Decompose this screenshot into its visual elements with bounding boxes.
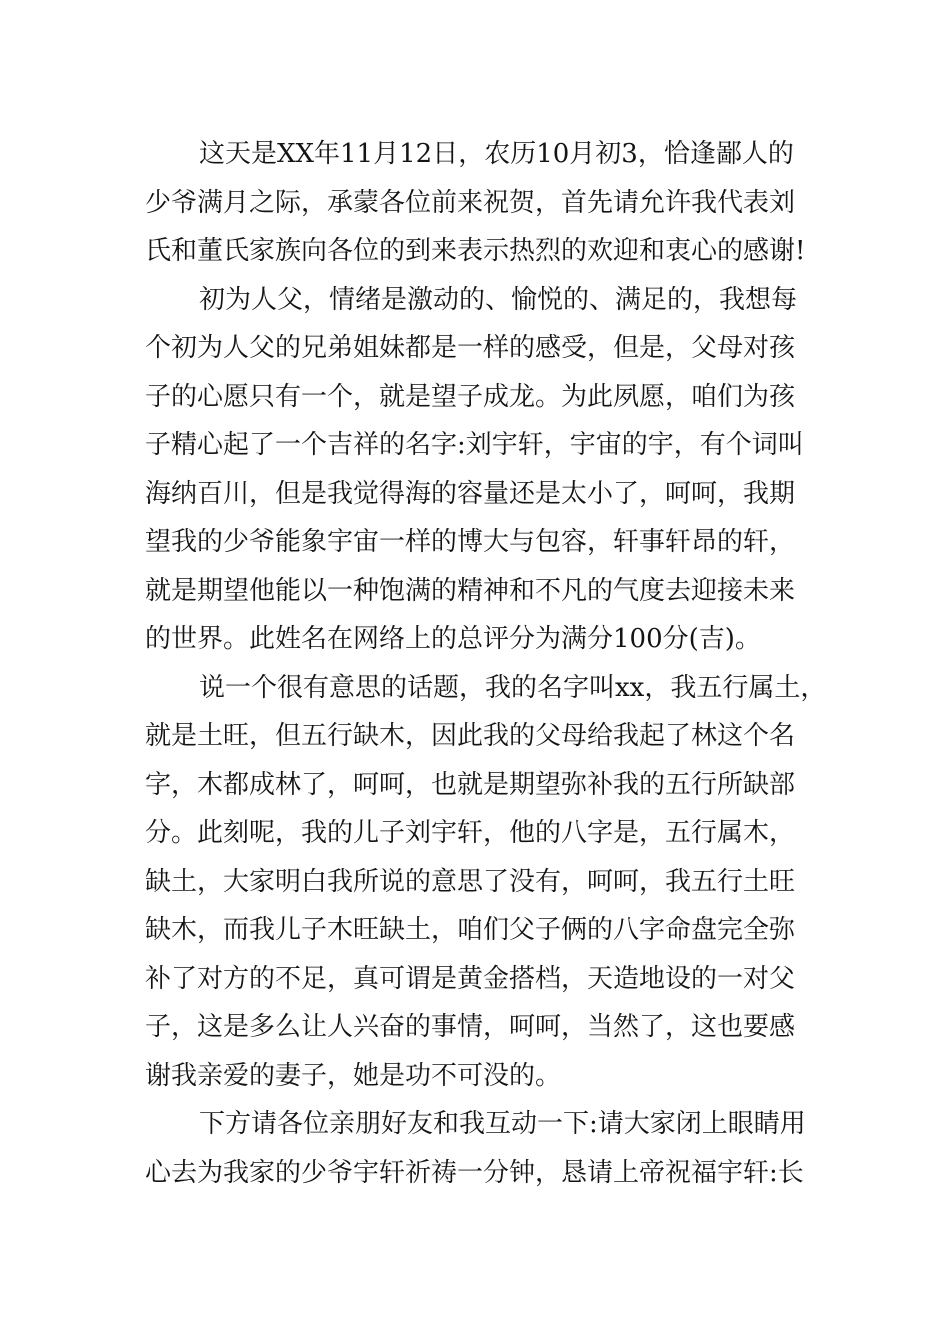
paragraph-4-line-2: 心去为我家的少爷宇轩祈祷一分钟，恳请上帝祝福宇轩:长 <box>145 1157 804 1188</box>
paragraph-3-line-1: 说一个很有意思的话题，我的名字叫xx，我五行属土， <box>199 672 827 703</box>
paragraph-2-line-5: 海纳百川，但是我觉得海的容量还是太小了，呵呵，我期 <box>145 478 796 509</box>
paragraph-2-line-3: 子的心愿只有一个，就是望子成龙。为此夙愿，咱们为孩 <box>145 381 796 412</box>
paragraph-2-line-7: 就是期望他能以一种饱满的精神和不凡的气度去迎接未来 <box>145 575 796 606</box>
paragraph-2-line-2: 个初为人父的兄弟姐妹都是一样的感受，但是，父母对孩 <box>145 333 796 363</box>
paragraph-3-line-4: 分。此刻呢，我的儿子刘宇轩，他的八字是，五行属木， <box>145 818 796 848</box>
paragraph-2-line-8: 的世界。此姓名在网络上的总评分为满分100分(吉)。 <box>145 624 761 654</box>
paragraph-1-line-1: 这天是XX年11月12日，农历10月初3，恰逢鄙人的 <box>199 139 794 169</box>
paragraph-3-line-3: 字，木都成林了，呵呵，也就是期望弥补我的五行所缺部 <box>145 769 796 800</box>
paragraph-2-line-6: 望我的少爷能象宇宙一样的博大与包容，轩事轩昂的轩， <box>145 527 796 557</box>
paragraph-3-line-2: 就是土旺，但五行缺木，因此我的父母给我起了林这个名 <box>145 721 796 751</box>
paragraph-3-line-5: 缺土，大家明白我所说的意思了没有，呵呵，我五行土旺 <box>145 866 796 897</box>
document-body <box>145 130 825 1197</box>
paragraph-4-line-1: 下方请各位亲朋好友和我互动一下:请大家闭上眼睛用 <box>199 1109 806 1139</box>
paragraph-3-line-9: 谢我亲爱的妻子，她是功不可没的。 <box>145 1060 562 1091</box>
paragraph-2-line-4: 子精心起了一个吉祥的名字:刘宇轩，宇宙的宇，有个词叫 <box>145 430 804 460</box>
paragraph-3-line-7: 补了对方的不足，真可谓是黄金搭档，天造地设的一对父 <box>145 963 796 994</box>
paragraph-1-line-3: 氏和董氏家族向各位的到来表示热烈的欢迎和衷心的感谢! <box>145 236 806 266</box>
paragraph-3-line-6: 缺木，而我儿子木旺缺土，咱们父子俩的八字命盘完全弥 <box>145 915 796 945</box>
paragraph-3-line-8: 子，这是多么让人兴奋的事情，呵呵，当然了，这也要感 <box>145 1012 796 1042</box>
paragraph-1-line-2: 少爷满月之际，承蒙各位前来祝贺，首先请允许我代表刘 <box>145 187 796 218</box>
paragraph-2-line-1: 初为人父，情绪是激动的、愉悦的、满足的，我想每 <box>199 284 798 315</box>
